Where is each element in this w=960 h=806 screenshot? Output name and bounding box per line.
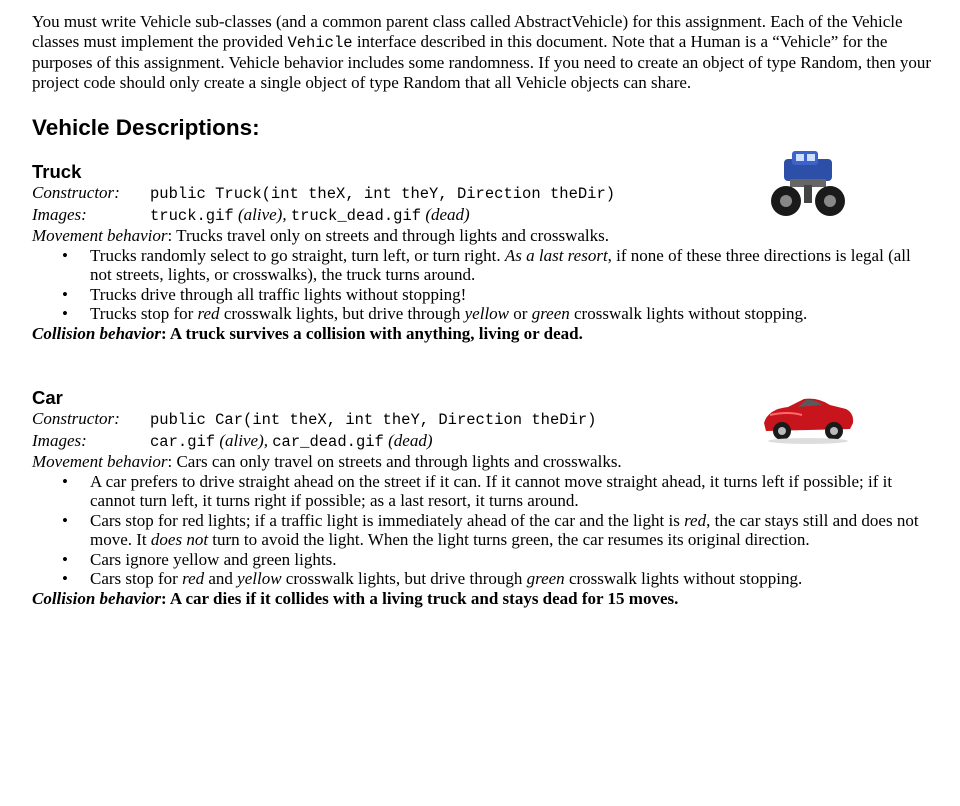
car-bullet-list (32, 472, 924, 589)
list-item: • Trucks randomly select to go straight, turn left, or turn right. As a last resort, if none of these three directions is legal (all not streets, lights, or crosswalks), the truck turns around. (90, 246, 924, 285)
list-item: • A car prefers to drive straight ahead on the street if it can. If it cannot move straight ahead, it turns left if possible; if it cannot turn left, it turns right if possible; as a last resort, it turns around. (90, 472, 924, 511)
car-section (32, 387, 932, 608)
intro-text-1: You must write Vehicle sub-classes (and a common parent class called AbstractVehicle) for this assignment. Each of the Vehicle classes must implement the provided (32, 12, 903, 51)
truck-movement-text: Trucks travel only on streets and through lights and crosswalks. (176, 226, 609, 245)
car-title: Car (32, 387, 63, 408)
list-item: • Cars stop for red lights; if a traffic light is immediately ahead of the car and the light is red, the car stays still and does not move. It does not turn to avoid the light. When the light turns green, the car resumes its original direction. (90, 511, 924, 550)
list-item: • Trucks drive through all traffic lights without stopping! (90, 285, 924, 305)
car-movement-text: Cars can only travel on streets and through lights and crosswalks. (176, 452, 622, 471)
section-heading: Vehicle Descriptions: (32, 115, 260, 140)
document-page (32, 12, 932, 608)
car-movement: Movement behavior: Cars can only travel on streets and through lights and crosswalks. (32, 452, 622, 471)
truck-constructor-label: Constructor: (32, 183, 120, 202)
truck-movement: Movement behavior: Trucks travel only on streets and through lights and crosswalks. (32, 226, 609, 245)
truck-image (770, 145, 846, 221)
truck-collision-label: Collision behavior (32, 323, 161, 343)
truck-images-value: truck.gif (alive), truck_dead.gif (dead) (150, 204, 470, 225)
intro-code-vehicle: Vehicle (287, 33, 353, 52)
car-constructor-code: public Car(int theX, int theY, Direction theDir) (150, 411, 597, 429)
list-item: • Cars stop for red and yellow crosswalk lights, but drive through green crosswalk lights without stopping. (90, 569, 924, 589)
truck-bullet-list (32, 246, 924, 324)
car-constructor-label: Constructor: (32, 409, 120, 428)
truck-images-label: Images: (32, 204, 87, 224)
truck-collision: Collision behavior: A truck survives a collision with anything, living or dead. (32, 323, 583, 343)
truck-constructor-code: public Truck(int theX, int theY, Direction theDir) (150, 185, 616, 203)
car-movement-label: Movement behavior (32, 452, 168, 471)
truck-collision-text: A truck survives a collision with anything, living or dead. (169, 323, 583, 343)
intro-text-2: interface described in this document. Note that a Human is a “Vehicle” for the purposes of this assignment. Vehicle behavior includes some randomness. If you need to create an object of type Random, then your project code should only create a single object of type Random that all Vehicle objects can share. (32, 31, 932, 92)
list-item: • Cars ignore yellow and green lights. (90, 550, 924, 570)
truck-section (32, 161, 932, 343)
list-item: • Trucks stop for red crosswalk lights, but drive through yellow or green crosswalk lights without stopping. (90, 304, 924, 324)
truck-title: Truck (32, 161, 82, 182)
truck-movement-label: Movement behavior (32, 226, 168, 245)
intro-paragraph (32, 12, 932, 92)
car-collision-label: Collision behavior (32, 588, 161, 608)
car-collision: Collision behavior: A car dies if it collides with a living truck and stays dead for 15 moves. (32, 588, 679, 608)
car-image (758, 385, 858, 447)
car-collision-text: A car dies if it collides with a living truck and stays dead for 15 moves. (169, 588, 679, 608)
car-images-label: Images: (32, 430, 87, 450)
car-images-value: car.gif (alive), car_dead.gif (dead) (150, 430, 433, 451)
